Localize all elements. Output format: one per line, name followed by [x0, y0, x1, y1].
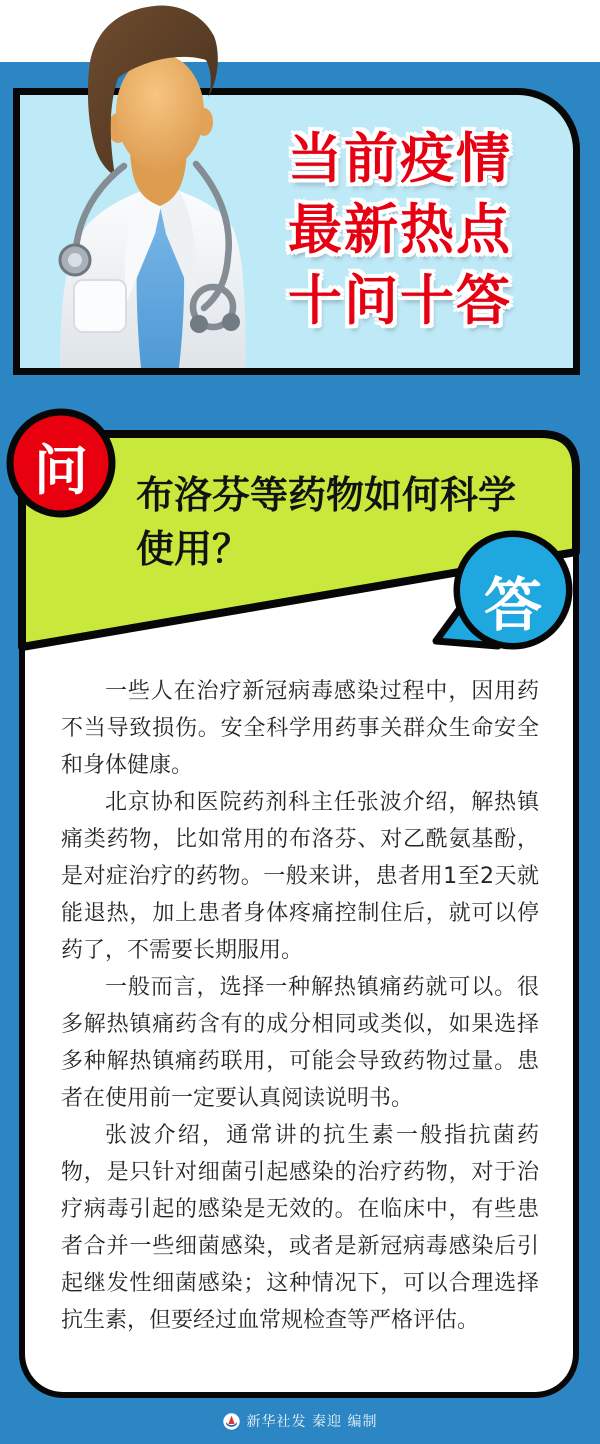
footer-credit: 新华社发 秦迎 编制 — [246, 1414, 378, 1430]
answer-body — [61, 673, 539, 1339]
stethoscope-chestpiece-center — [68, 253, 82, 267]
header-card-bottom-border — [13, 368, 580, 375]
paragraph: 北京协和医院药剂科主任张波介绍，解热镇痛类药物，比如常用的布洛芬、对乙酰氨基酚，是对症治疗的药物。一般来讲，患者用1至2天就能退热，加上患者身体疼痛控制住后，就可以停药了，不需要长期服用。 — [61, 790, 539, 963]
title-line-1: 当前疫情 — [288, 127, 512, 190]
question-badge: 问 — [34, 439, 88, 502]
answer-badge: 答 — [483, 571, 542, 639]
title-line-3: 十问十答 — [288, 269, 512, 332]
doctor-illustration — [58, 2, 248, 368]
stethoscope-eartip — [222, 313, 240, 331]
paragraph: 张波介绍，通常讲的抗生素一般指抗菌药物，是只针对细菌引起感染的治疗药物，对于治疗病毒引起的感染是无效的。在临床中，有些患者合并一些细菌感染，或者是新冠病毒感染后引起继发性细菌感染；这种情况下，可以合理选择抗生素，但要经过血常规检查等严格评估。 — [61, 1123, 539, 1333]
coat-pocket — [74, 280, 126, 332]
question-text: 布洛芬等药物如何科学使用？ — [136, 473, 517, 571]
page-title — [228, 123, 572, 336]
doctor-face — [116, 54, 204, 170]
paragraph: 一些人在治疗新冠病毒感染过程中，因用药不当导致损伤。安全科学用药事关群众生命安全和身体健康。 — [61, 679, 539, 778]
xinhua-logo-icon — [223, 1413, 240, 1430]
paragraph: 一般而言，选择一种解热镇痛药就可以。很多解热镇痛药含有的成分相同或类似，如果选择多种解热镇痛药联用，可能会导致药物过量。患者在使用前一定要认真阅读说明书。 — [61, 975, 539, 1111]
footer — [0, 1406, 600, 1436]
title-line-2: 最新热点 — [288, 198, 512, 261]
stethoscope-eartip — [190, 315, 208, 333]
